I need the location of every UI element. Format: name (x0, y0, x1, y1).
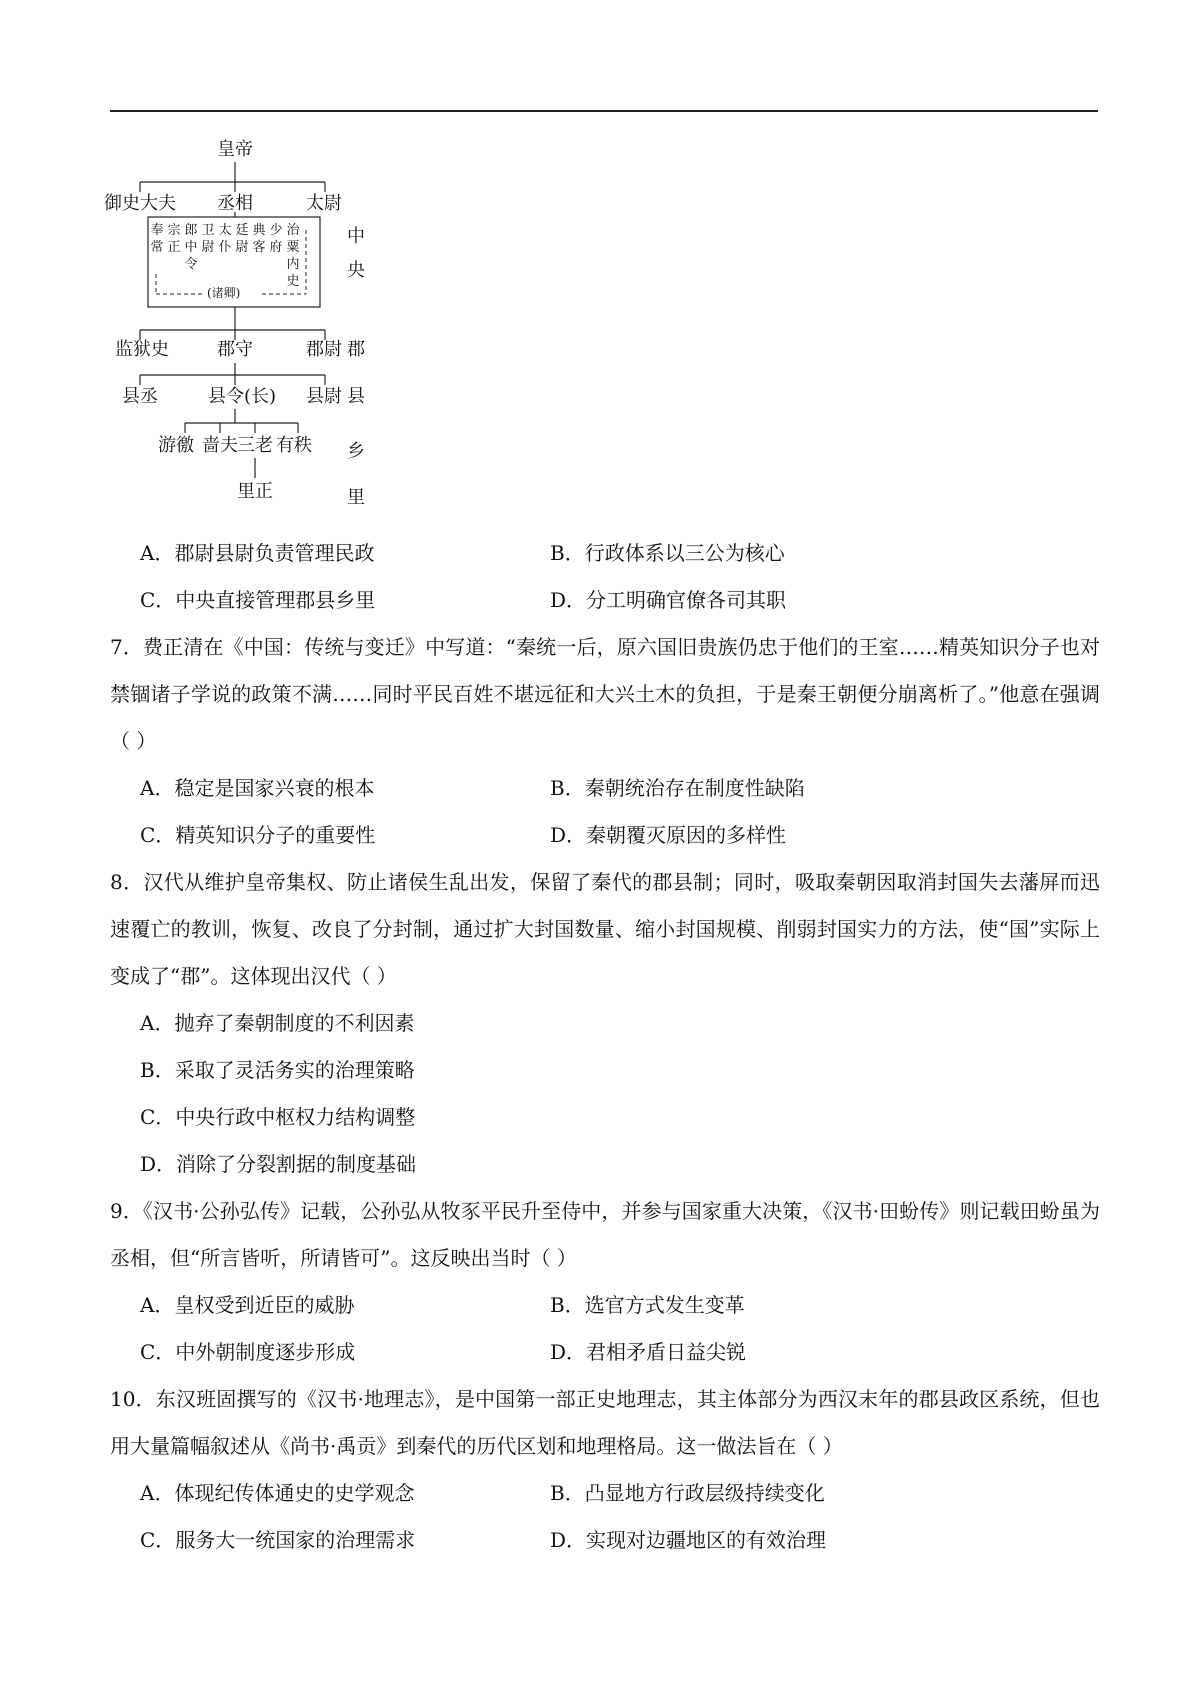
sanlao-label: 三老 (237, 435, 273, 456)
minister-tingwei: 廷尉 (235, 223, 249, 255)
q9-stem: 9．《汉书·公孙弘传》记载，公孙弘从牧豕平民升至侍中，并参与国家重大决策，《汉书·田蚡传》则记载田蚡虽为丞相，但“所言皆听，所请皆可”。这反映出当时（ ） (110, 1199, 1100, 1270)
minister-langzhongling: 郎中令 (184, 223, 198, 272)
q8-stem: 8．汉代从维护皇帝集权、防止诸侯生乱出发，保留了秦代的郡县制；同时，吸取秦朝因取消封国失去藩屏而迅速覆亡的教训，恢复、改良了分封制，通过扩大封国数量、缩小封国规模、削弱封国实力的方法，使“国”实际上变成了“郡”。这体现出汉代（ ） (110, 870, 1100, 988)
commandery-governor-label: 郡守 (217, 339, 253, 360)
youjiao-label: 游徼 (158, 435, 194, 456)
minister-zhisuneishi: 治粟内史 (286, 223, 300, 289)
level-township: 乡 (347, 441, 365, 462)
chancellor-label: 丞相 (217, 193, 253, 214)
county-commandant-label: 县尉 (306, 386, 342, 407)
q7-options-row-1 (110, 765, 1100, 812)
level-village: 里 (347, 487, 365, 508)
minister-taipu: 太仆 (218, 223, 232, 255)
minister-dianke: 典客 (252, 223, 266, 255)
q10-option-a[interactable]: A．体现纪传体通史的史学观念 (140, 1481, 415, 1505)
emperor-label: 皇帝 (217, 139, 253, 160)
q10-option-d[interactable]: D．实现对边疆地区的有效治理 (550, 1528, 827, 1552)
commandant-label: 太尉 (306, 193, 342, 214)
q9-option-b[interactable]: B．选官方式发生变革 (550, 1293, 745, 1317)
q8-option-a-row (110, 1000, 1100, 1047)
county-magistrate-label: 县令(长) (208, 386, 277, 407)
commandery-commandant-label: 郡尉 (306, 339, 342, 360)
q9-option-c[interactable]: C．中外朝制度逐步形成 (140, 1340, 356, 1364)
sefu-label: 啬夫 (202, 435, 238, 456)
q6-option-d[interactable]: D．分工明确官僚各司其职 (550, 588, 787, 612)
q6-option-c[interactable]: C．中央直接管理郡县乡里 (140, 588, 376, 612)
q9-option-a[interactable]: A．皇权受到近臣的威胁 (140, 1293, 355, 1317)
q10-option-b[interactable]: B．凸显地方行政层级持续变化 (550, 1481, 825, 1505)
q9-options-row-1 (110, 1282, 1100, 1329)
q7-stem: 7．费正清在《中国：传统与变迁》中写道：“秦统一后，原六国旧贵族仍忠于他们的王室……精英知识分子也对禁锢诸子学说的政策不满……同时平民百姓不堪远征和大兴土木的负担，于是秦王朝便分崩离析了。”他意在强调（ ） (110, 635, 1100, 753)
q6-option-a[interactable]: A．郡尉县尉负责管理民政 (140, 541, 375, 565)
q7-option-c[interactable]: C．精英知识分子的重要性 (140, 823, 376, 847)
prison-official-label: 监狱史 (115, 339, 169, 360)
q8-option-d-row (110, 1141, 1100, 1188)
q9-options-row-2 (110, 1329, 1100, 1376)
q6-options-row-2 (110, 577, 1100, 624)
q8-option-b-row (110, 1047, 1100, 1094)
q8-option-a[interactable]: A．抛弃了秦朝制度的不利因素 (140, 1011, 415, 1035)
q10-options-row-1 (110, 1470, 1100, 1517)
level-commandery: 郡 (347, 339, 365, 360)
q8-option-d[interactable]: D．消除了分裂割据的制度基础 (140, 1152, 417, 1176)
county-assistant-label: 县丞 (122, 386, 158, 407)
minister-fengchang: 奉常 (150, 223, 164, 255)
censor-label: 御史大夫 (104, 193, 176, 214)
q8-option-b[interactable]: B．采取了灵活务实的治理策略 (140, 1058, 415, 1082)
question-block (110, 530, 1100, 1564)
q7-option-d[interactable]: D．秦朝覆灭原因的多样性 (550, 823, 787, 847)
qin-bureaucracy-diagram (104, 139, 390, 520)
q10-stem: 10．东汉班固撰写的《汉书·地理志》，是中国第一部正史地理志，其主体部分为西汉末年的郡县政区系统，但也用大量篇幅叙述从《尚书·禹贡》到秦代的历代区划和地理格局。这一做法旨在（ ） (110, 1387, 1100, 1458)
q8-option-c-row (110, 1094, 1100, 1141)
q10-option-c[interactable]: C．服务大一统国家的治理需求 (140, 1528, 416, 1552)
youzhi-label: 有秩 (276, 435, 312, 456)
q6-options-row-1 (110, 530, 1100, 577)
q7-option-b[interactable]: B．秦朝统治存在制度性缺陷 (550, 776, 805, 800)
q7-options-row-2 (110, 812, 1100, 859)
q9-option-d[interactable]: D．君相矛盾日益尖锐 (550, 1340, 747, 1364)
q6-option-b[interactable]: B．行政体系以三公为核心 (550, 541, 785, 565)
q7-option-a[interactable]: A．稳定是国家兴衰的根本 (140, 776, 375, 800)
q10-options-row-2 (110, 1517, 1100, 1564)
level-county: 县 (347, 386, 365, 407)
level-central: 中央 (347, 226, 365, 281)
minister-zongzheng: 宗正 (167, 223, 181, 255)
minister-weiwei: 卫尉 (201, 223, 215, 255)
q8-option-c[interactable]: C．中央行政中枢权力结构调整 (140, 1105, 416, 1129)
minister-shaofu: 少府 (269, 223, 283, 255)
lizheng-label: 里正 (237, 481, 273, 502)
header-rule (110, 110, 1098, 112)
nine-ministers-caption: (诸卿) (207, 286, 241, 300)
